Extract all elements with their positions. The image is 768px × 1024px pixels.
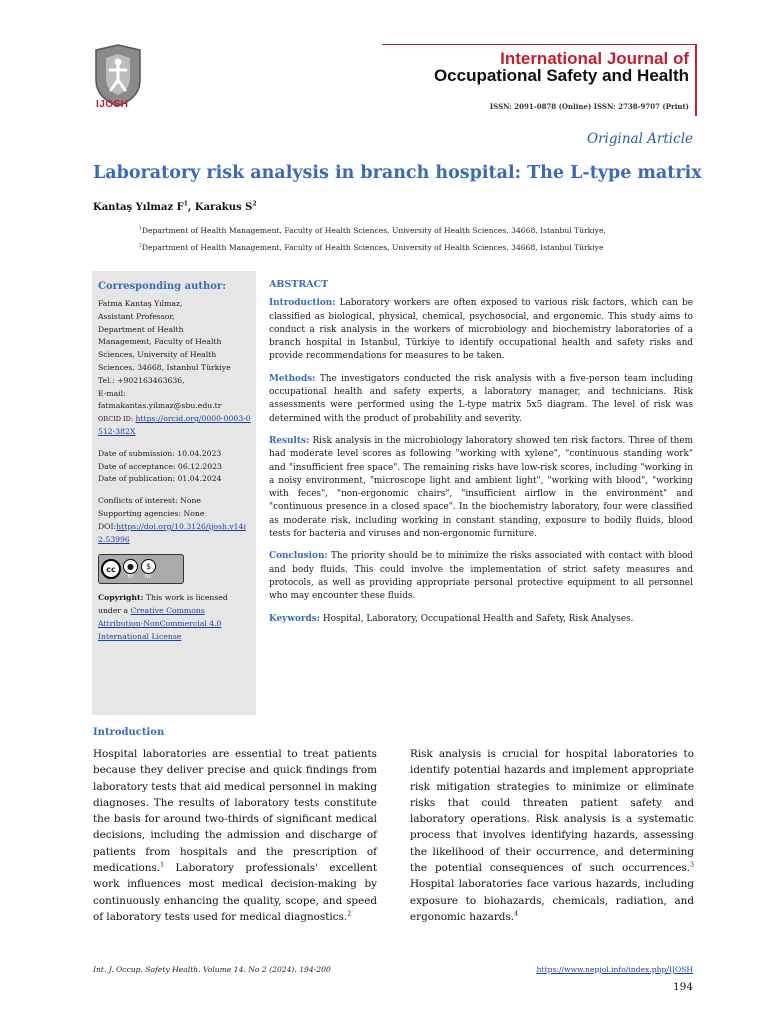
affiliation-2: $^2$Department of Health Management, Faculty of Health Sciences, University of Health Sciences, 34668, Istanbul Türkiye (139, 243, 604, 252)
supporting-agencies: Supporting agencies: None (98, 508, 205, 518)
authors: Kantaş Yılmaz $F^1$, Karakus $S^2$ (93, 200, 257, 213)
date-acceptance: Date of acceptance: 06.12.2023 (98, 461, 222, 471)
nc-dollar-icon: $ (141, 559, 156, 574)
journal-title-line1: International Journal of (500, 49, 689, 68)
conflicts: Conflicts of interest: None (98, 496, 201, 506)
orcid-link[interactable]: https://orcid.org/0000-0003-0512-382X (98, 414, 251, 436)
keywords: Keywords: Hospital, Laboratory, Occupational Health and Safety, Risk Analyses. (269, 613, 634, 624)
license-link[interactable]: Creative Commons Attribution-NonCommercial 4.0 International License (98, 606, 222, 641)
copyright-notice: Copyright: This work is licensed under a Creative Commons Attribution-NonCommercial 4.0 International License (98, 593, 228, 641)
article-title: Laboratory risk analysis in branch hospital: The L-type matrix (93, 163, 702, 183)
page-number: 194 (672, 981, 693, 993)
footer-citation: Int. J. Occup. Safety Health. Volume 14. No 2 (2024). 194-200 (93, 965, 331, 974)
abstract-methods: Methods: The investigators conducted the risk analysis with a five-person team including occupational health and safety experts, a laboratory manager, and technicians. Risk assessments were performed using the L-type matrix 5x5 diagram. The level of risk was determined with the product of probability and severity. (269, 373, 693, 424)
section-heading-introduction: Introduction (93, 727, 165, 738)
date-submission: Date of submission: 10.04.2023 (98, 448, 222, 458)
date-publication: Date of publication: 01.04.2024 (98, 474, 222, 484)
footer-journal-link[interactable]: https://www.nepjol.info/index.php/IJOSH (536, 965, 693, 974)
issn: ISSN: 2091-0878 (Online) ISSN: 2738-9707 (Print) (489, 102, 689, 111)
body-column-2: Risk analysis is crucial for hospital laboratories to identify potential hazards and implement appropriate risk mitigation strategies to minimize or eliminate risks that could threaten patient safety and laboratory operations. Risk analysis is a systematic process that involves identifying hazards, assessing the likelihood of their occurrence, and determining the potential consequences of such occurrences.$^3$ Hospital laboratories face various hazards, including exposure to biohazards, chemicals, radiation, and ergonomic hazards.$^4$ (410, 748, 694, 923)
cc-icon: cc (101, 559, 121, 579)
abstract-results: Results: Risk analysis in the microbiology laboratory showed ten risk factors. Three of them had moderate level scores as following "working with xylene", “continuous standing work" and "insufficient free space". The remaining risks have low-risk scores, including "working in a noisy environment, "microscope light and ambient light", "working with blood", "working with feces", "non-ergonomic chairs", "insufficient airflow in the environment" and "continuous presence in a closed space". In the biochemistry laboratory, four were classified as moderate risk, including working in constant standing, exposure to bodily fluids, blood tests for bacteria and viruses and non-ergonomic furniture. (269, 435, 693, 540)
by-person-icon: ● (123, 559, 138, 574)
article-type: Original Article (587, 131, 693, 147)
abstract-heading: ABSTRACT (269, 279, 329, 290)
abstract-conclusion: Conclusion: The priority should be to minimize the risks associated with contact with blood and body fluids. This could involve the implementation of strict safety measures and protocols, as well as providing appropriate personal protective equipment to all personnel who may encounter these fluids. (269, 551, 693, 602)
body-column-1: Hospital laboratories are essential to treat patients because they deliver precise and quick findings from laboratory tests that aid medical personnel in making diagnoses. The results of laboratory tests constitute the basis for around two-thirds of significant medical decisions, including the admission and discharge of patients from hospitals and the prescription of medications.$^1$ Laboratory professionals' excellent work influences most medical decision-making by continuously enhancing the quality, scope, and speed of laboratory tests used for medical diagnostics.$^2$ (93, 748, 377, 923)
doi-link[interactable]: https://doi.org/10.3126/ijosh.v14i2.53996 (98, 521, 246, 544)
corresponding-author-details: Fatma Kantaş Yılmaz, Assistant Professor, Department of Health Management, Faculty of Health Sciences, University of Health Sciences, 34668, Istanbul Türkiye Tel.: +902163463636, E-mail: fatmakantas.yilmaz@sbu.edu.tr ORCID ID: https://orcid.org/0000-0003-0512-382X Date of submission: 10.04.2023 Date of acceptance: 06.12.2023 Date of publication: 01.04.2024 Conflicts of interest: None Supporting agencies: None DOI:https://doi.org/10.3126/ijosh.v14i2.53996 (98, 299, 251, 544)
affiliation-1: $^1$Department of Health Management, Faculty of Health Sciences, University of Health Sciences, 34668, Istanbul Türkiye, (139, 226, 606, 235)
sidebar-heading: Corresponding author: (98, 281, 226, 292)
journal-title-line2: Occupational Safety and Health (433, 66, 689, 85)
corresponding-author-sidebar (92, 271, 256, 715)
cc-license-badge[interactable]: cc ● BY $ NC (98, 554, 184, 584)
abstract (269, 278, 693, 635)
author-2: Karakus S (194, 202, 253, 213)
journal-title-box (382, 44, 697, 116)
abstract-introduction: Introduction: Laboratory workers are often exposed to various risk factors, which can be classified as biological, physical, chemical, psychosocial, and ergonomic. This study aims to conduct a risk analysis in the workers of microbiology and biochemistry laboratories of a branch hospital in Istanbul, Türkiye to identify occupational health and safety risks and provide recommendations for measures to be taken. (269, 298, 694, 362)
logo-text: IJOSH (96, 99, 129, 110)
author-1: Kantaş Yılmaz F (93, 202, 184, 213)
email: fatmakantas.yilmaz@sbu.edu.tr (98, 401, 222, 411)
